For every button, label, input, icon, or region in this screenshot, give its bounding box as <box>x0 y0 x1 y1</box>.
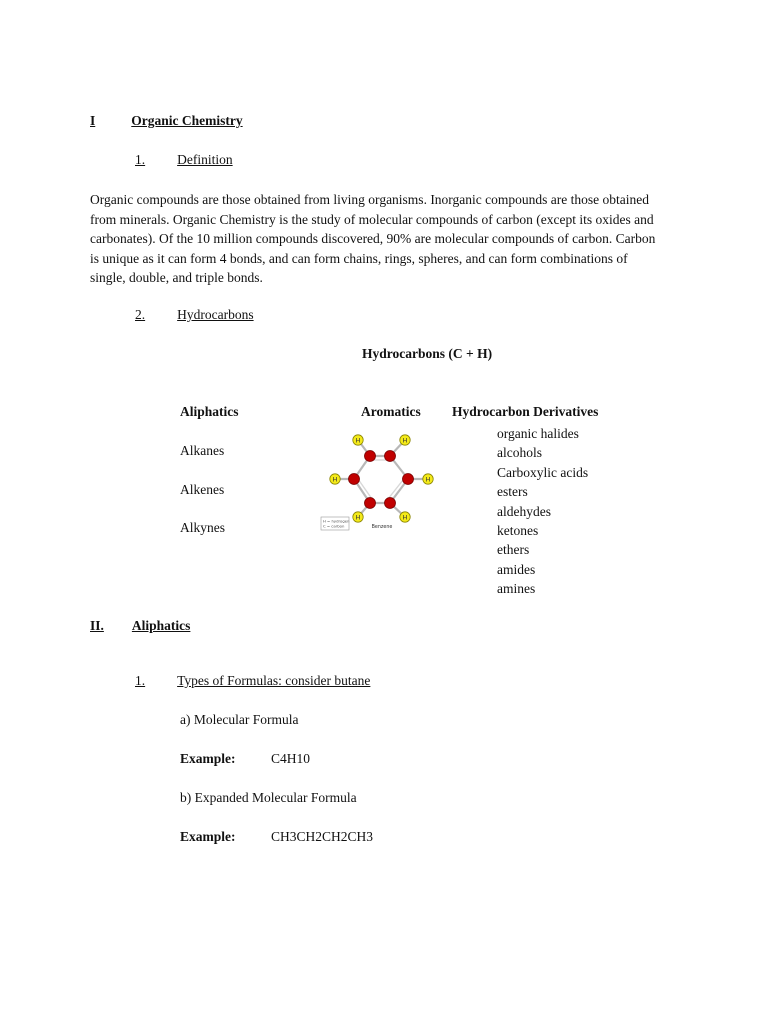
list-item: alcohols <box>497 445 542 461</box>
definition-paragraph <box>90 190 690 288</box>
list-item: organic halides <box>497 426 579 441</box>
carbon-atom <box>365 498 376 509</box>
column-aromatics: Aromatics <box>361 404 421 419</box>
subheading-number: 1. <box>135 673 146 688</box>
formula-b-label: b) Expanded Molecular Formula <box>180 790 357 805</box>
formula-b-value: CH3CH2CH2CH3 <box>271 829 374 844</box>
list-item: Carboxylic acids <box>497 464 589 480</box>
carbon-atom <box>349 474 360 485</box>
paragraph-line: carbonates). Of the 10 million compounds discovered, 90% are molecular compounds of carbon. Carbon <box>90 231 656 246</box>
carbon-atoms <box>349 451 414 509</box>
list-item: ethers <box>497 542 530 558</box>
subheading-number: 2. <box>135 307 146 322</box>
hydrogen-label: H <box>332 475 338 484</box>
hydrogen-label: H <box>425 475 431 484</box>
legend-line: C = carbon <box>323 523 345 529</box>
carbon-atom <box>385 498 396 509</box>
subheading-title: Types of Formulas: consider butane <box>177 673 371 688</box>
paragraph-line: from minerals. Organic Chemistry is the study of molecular compounds of carbon (except its oxides and <box>90 211 654 227</box>
example-row-b <box>180 829 236 845</box>
subheading-hydrocarbons <box>135 307 254 323</box>
carbon-atom <box>385 451 396 462</box>
subheading-title: Hydrocarbons <box>177 307 254 322</box>
list-item: amines <box>497 581 536 597</box>
paragraph-line: Organic compounds are those obtained from living organisms. Inorganic compounds are those obtained <box>90 192 650 207</box>
subheading-title: Definition <box>177 152 233 167</box>
carbon-atom <box>365 451 376 462</box>
list-item: ketones <box>497 523 539 539</box>
column-aliphatics: Aliphatics <box>180 404 239 419</box>
paragraph-line: single, double, and triple bonds. <box>90 270 263 285</box>
paragraph-line: is unique as it can form 4 bonds, and can form chains, rings, spheres, and can form combinations of <box>90 250 628 266</box>
hydrogen-label: H <box>355 436 361 445</box>
section-heading-2 <box>90 618 196 634</box>
derivatives-list <box>497 424 588 599</box>
formula-a-value: C4H10 <box>271 751 311 766</box>
hydrocarbons-heading: Hydrocarbons (C + H) <box>362 346 493 361</box>
hydrogen-label: H <box>402 436 408 445</box>
column-derivatives: Hydrocarbon Derivatives <box>452 404 599 419</box>
legend-line: H = hydrogen <box>323 518 350 524</box>
benzene-caption: Benzene <box>371 525 393 530</box>
carbon-atom <box>403 474 414 485</box>
example-label: Example: <box>180 829 236 844</box>
benzene-diagram <box>318 428 443 536</box>
aliphatic-item: Alkanes <box>180 443 225 458</box>
example-label: Example: <box>180 751 236 766</box>
section-number: I <box>90 113 96 128</box>
section-heading-1 <box>90 113 260 129</box>
formula-a-label: a) Molecular Formula <box>180 712 299 727</box>
subheading-definition <box>135 152 233 168</box>
benzene-legend <box>321 517 350 530</box>
hydrogen-label: H <box>402 513 408 522</box>
list-item: amides <box>497 561 536 577</box>
hydrogen-label: H <box>355 513 361 522</box>
example-row-a <box>180 751 236 767</box>
subheading-types-of-formulas <box>135 673 370 689</box>
section-title: Organic Chemistry <box>131 113 243 128</box>
list-item: esters <box>497 484 528 500</box>
section-number: II. <box>90 618 104 633</box>
list-item: aldehydes <box>497 503 551 519</box>
section-title: Aliphatics <box>131 618 191 633</box>
aliphatic-item: Alkynes <box>180 520 225 535</box>
aliphatic-item: Alkenes <box>180 482 225 497</box>
subheading-number: 1. <box>135 152 146 167</box>
